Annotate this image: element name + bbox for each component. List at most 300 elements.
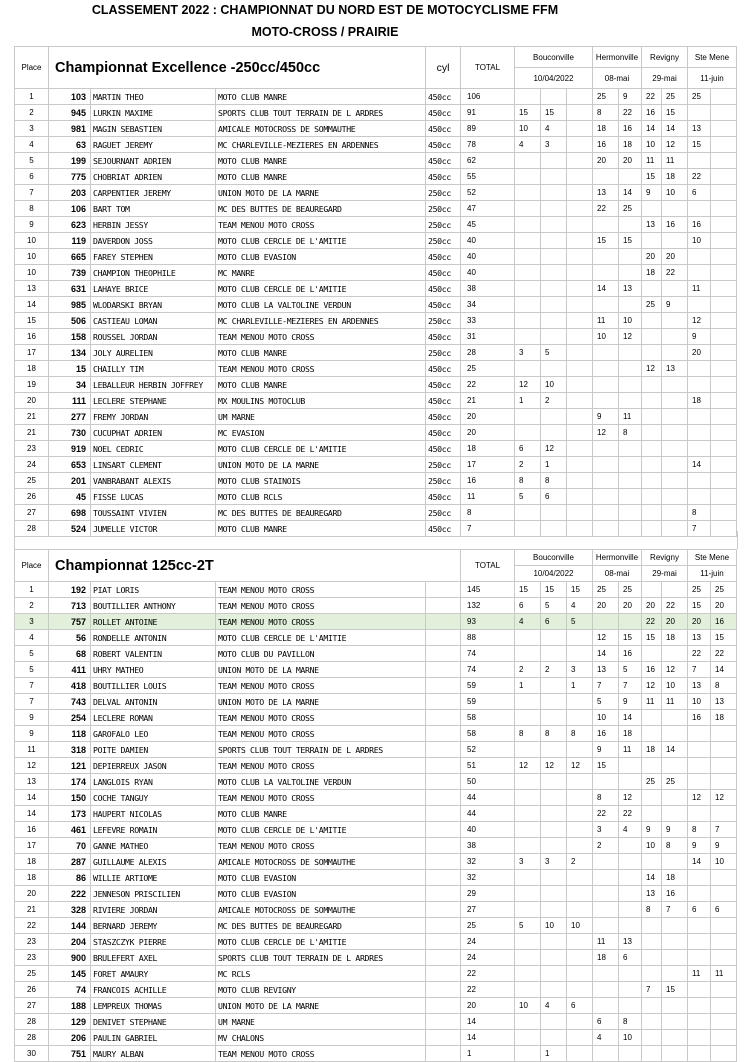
score-cell: 9 [642, 185, 662, 201]
score-cell [662, 966, 688, 982]
score-cell [541, 950, 567, 966]
score-cell [567, 790, 593, 806]
place-cell: 1 [15, 582, 49, 598]
score-cell [642, 950, 662, 966]
rider-number: 775 [49, 169, 91, 185]
rider-number: 739 [49, 265, 91, 281]
rider-name: BERNARD JEREMY [91, 918, 216, 934]
score-cell: 15 [619, 630, 642, 646]
club-name: UNION MOTO DE LA MARNE [216, 185, 426, 201]
table-row [15, 489, 737, 505]
score-cell [642, 393, 662, 409]
score-cell: 10 [593, 329, 619, 345]
score-cell: 25 [619, 201, 642, 217]
score-cell [567, 121, 593, 137]
place-cell: 9 [15, 710, 49, 726]
score-cell [593, 918, 619, 934]
rider-number: 118 [49, 726, 91, 742]
total-points: 32 [461, 870, 515, 886]
club-name: MV CHALONS [216, 1030, 426, 1046]
score-cell [541, 201, 567, 217]
rider-number: 206 [49, 1030, 91, 1046]
score-cell [688, 201, 711, 217]
score-cell: 7 [688, 521, 711, 537]
score-cell [541, 710, 567, 726]
score-cell [662, 441, 688, 457]
score-cell [642, 934, 662, 950]
cylinder-class: 450cc [426, 281, 461, 297]
score-cell [662, 646, 688, 662]
score-cell [567, 886, 593, 902]
score-cell: 12 [711, 790, 737, 806]
rider-number: 919 [49, 441, 91, 457]
score-cell [515, 742, 541, 758]
score-cell: 8 [515, 473, 541, 489]
score-cell [541, 630, 567, 646]
club-name: MC DES BUTTES DE BEAUREGARD [216, 201, 426, 217]
score-cell: 6 [567, 998, 593, 1014]
score-cell [662, 758, 688, 774]
total-points: 40 [461, 233, 515, 249]
table-row [15, 505, 737, 521]
score-cell: 12 [593, 425, 619, 441]
rider-number: 900 [49, 950, 91, 966]
rider-name: RIVIERE JORDAN [91, 902, 216, 918]
score-cell [688, 473, 711, 489]
score-cell [711, 441, 737, 457]
score-cell: 12 [662, 662, 688, 678]
table-row [15, 265, 737, 281]
place-cell: 2 [15, 105, 49, 121]
rider-number: 119 [49, 233, 91, 249]
total-points: 18 [461, 441, 515, 457]
rider-number: 945 [49, 105, 91, 121]
score-cell: 25 [642, 774, 662, 790]
score-cell: 13 [619, 281, 642, 297]
score-cell [515, 281, 541, 297]
score-cell [567, 966, 593, 982]
rider-name: RONDELLE ANTONIN [91, 630, 216, 646]
score-cell [567, 169, 593, 185]
cylinder-class [426, 918, 461, 934]
table-row [15, 966, 737, 982]
club-name: MOTO CLUB MANRE [216, 806, 426, 822]
place-cell: 27 [15, 998, 49, 1014]
score-cell [711, 121, 737, 137]
total-points: 93 [461, 614, 515, 630]
score-cell [515, 361, 541, 377]
score-cell [593, 393, 619, 409]
score-cell [662, 790, 688, 806]
score-cell [662, 1014, 688, 1030]
total-points: 78 [461, 137, 515, 153]
score-cell: 12 [619, 329, 642, 345]
rider-name: LEBALLEUR HERBIN JOFFREY [91, 377, 216, 393]
total-points: 16 [461, 473, 515, 489]
score-cell: 8 [567, 726, 593, 742]
place-cell: 19 [15, 377, 49, 393]
score-cell [662, 582, 688, 598]
cylinder-class [426, 854, 461, 870]
score-cell: 18 [593, 121, 619, 137]
score-cell [642, 966, 662, 982]
score-cell [642, 758, 662, 774]
total-points: 51 [461, 758, 515, 774]
score-cell: 13 [662, 361, 688, 377]
rider-number: 86 [49, 870, 91, 886]
score-cell [619, 457, 642, 473]
club-name: MOTO CLUB EVASION [216, 870, 426, 886]
score-cell: 10 [711, 854, 737, 870]
event-date: 10/04/2022 [515, 566, 593, 582]
score-cell [711, 982, 737, 998]
total-points: 11 [461, 489, 515, 505]
score-cell [642, 425, 662, 441]
cylinder-class: 450cc [426, 377, 461, 393]
score-cell: 9 [662, 297, 688, 313]
total-points: 52 [461, 185, 515, 201]
score-cell: 25 [662, 774, 688, 790]
table-row [15, 806, 737, 822]
score-cell: 9 [688, 329, 711, 345]
score-cell [711, 998, 737, 1014]
place-cell: 28 [15, 1014, 49, 1030]
club-name: UM MARNE [216, 409, 426, 425]
rider-name: JENNESON PRISCILIEN [91, 886, 216, 902]
rider-number: 103 [49, 89, 91, 105]
score-cell: 4 [541, 121, 567, 137]
score-cell [688, 870, 711, 886]
club-name: TEAM MENOU MOTO CROSS [216, 582, 426, 598]
score-cell [515, 630, 541, 646]
score-cell [642, 918, 662, 934]
event-date: 29-mai [642, 68, 688, 89]
place-cell: 18 [15, 870, 49, 886]
score-cell [642, 854, 662, 870]
score-cell [515, 934, 541, 950]
rider-number: 15 [49, 361, 91, 377]
rider-number: 74 [49, 982, 91, 998]
score-cell [541, 329, 567, 345]
place-cell: 16 [15, 329, 49, 345]
table-row [15, 105, 737, 121]
score-cell: 15 [662, 982, 688, 998]
rider-name: TOUSSAINT VIVIEN [91, 505, 216, 521]
total-points: 44 [461, 806, 515, 822]
place-cell: 25 [15, 966, 49, 982]
score-cell: 16 [688, 710, 711, 726]
rider-name: VANBRABANT ALEXIS [91, 473, 216, 489]
score-cell: 9 [593, 409, 619, 425]
club-name: TEAM MENOU MOTO CROSS [216, 598, 426, 614]
score-cell [593, 505, 619, 521]
score-cell [619, 998, 642, 1014]
rider-number: 461 [49, 822, 91, 838]
cylinder-class [426, 774, 461, 790]
cylinder-class: 450cc [426, 121, 461, 137]
score-cell: 6 [688, 185, 711, 201]
score-cell [515, 806, 541, 822]
score-cell [541, 870, 567, 886]
score-cell [567, 934, 593, 950]
score-cell [619, 169, 642, 185]
score-cell [619, 614, 642, 630]
rider-number: 188 [49, 998, 91, 1014]
table-row [15, 630, 737, 646]
score-cell [567, 694, 593, 710]
score-cell [541, 217, 567, 233]
score-cell [711, 89, 737, 105]
club-name: MOTO CLUB LA VALTOLINE VERDUN [216, 297, 426, 313]
score-cell [567, 409, 593, 425]
cylinder-class: 450cc [426, 105, 461, 121]
score-cell [711, 217, 737, 233]
club-name: SPORTS CLUB TOUT TERRAIN DE L ARDRES [216, 105, 426, 121]
score-cell [593, 169, 619, 185]
total-points: 40 [461, 822, 515, 838]
score-cell [662, 329, 688, 345]
rider-number: 318 [49, 742, 91, 758]
score-cell [642, 726, 662, 742]
score-cell: 10 [662, 678, 688, 694]
club-name: MC CHARLEVILLE-MEZIERES EN ARDENNES [216, 313, 426, 329]
score-cell [662, 345, 688, 361]
score-cell [541, 838, 567, 854]
cylinder-class: 450cc [426, 89, 461, 105]
score-cell: 4 [619, 822, 642, 838]
score-cell [688, 1014, 711, 1030]
score-cell: 18 [711, 710, 737, 726]
score-cell [567, 249, 593, 265]
rider-number: 192 [49, 582, 91, 598]
cylinder-class [426, 838, 461, 854]
score-cell [541, 742, 567, 758]
score-cell: 8 [541, 473, 567, 489]
score-cell: 15 [541, 582, 567, 598]
total-points: 132 [461, 598, 515, 614]
score-cell [688, 1046, 711, 1062]
score-cell [515, 790, 541, 806]
cylinder-class: 250cc [426, 233, 461, 249]
rider-name: RAGUET JEREMY [91, 137, 216, 153]
rider-number: 287 [49, 854, 91, 870]
score-cell [567, 473, 593, 489]
score-cell [567, 1046, 593, 1062]
score-cell [515, 1014, 541, 1030]
score-cell: 25 [642, 297, 662, 313]
score-cell [711, 934, 737, 950]
score-cell: 11 [593, 934, 619, 950]
place-cell: 15 [15, 313, 49, 329]
table-row [15, 457, 737, 473]
score-cell [662, 726, 688, 742]
score-cell [567, 329, 593, 345]
score-cell [541, 774, 567, 790]
rider-name: MAURY ALBAN [91, 1046, 216, 1062]
rider-number: 757 [49, 614, 91, 630]
place-cell: 12 [15, 758, 49, 774]
rider-number: 158 [49, 329, 91, 345]
score-cell [688, 425, 711, 441]
total-points: 89 [461, 121, 515, 137]
cylinder-class [426, 726, 461, 742]
total-points: 24 [461, 934, 515, 950]
score-cell [711, 281, 737, 297]
score-cell [711, 918, 737, 934]
score-cell [515, 950, 541, 966]
score-cell: 15 [593, 758, 619, 774]
table-row [15, 646, 737, 662]
rider-name: CHOBRIAT ADRIEN [91, 169, 216, 185]
score-cell: 10 [688, 233, 711, 249]
cylinder-class: 450cc [426, 441, 461, 457]
total-points: 28 [461, 345, 515, 361]
score-cell [567, 345, 593, 361]
score-cell [515, 1046, 541, 1062]
score-cell: 4 [515, 614, 541, 630]
score-cell: 20 [642, 598, 662, 614]
score-cell [567, 233, 593, 249]
score-cell [711, 169, 737, 185]
club-name: MOTO CLUB MANRE [216, 153, 426, 169]
score-cell [619, 361, 642, 377]
score-cell [593, 249, 619, 265]
club-name: MOTO CLUB DU PAVILLON [216, 646, 426, 662]
score-cell: 15 [662, 105, 688, 121]
score-cell [662, 806, 688, 822]
score-cell [619, 505, 642, 521]
rider-name: NOEL CEDRIC [91, 441, 216, 457]
rider-name: FAREY STEPHEN [91, 249, 216, 265]
score-cell [593, 982, 619, 998]
total-points: 17 [461, 457, 515, 473]
score-cell [662, 425, 688, 441]
score-cell [619, 870, 642, 886]
score-cell: 22 [642, 89, 662, 105]
score-cell [711, 265, 737, 281]
total-points: 45 [461, 217, 515, 233]
score-cell [619, 886, 642, 902]
club-name: TEAM MENOU MOTO CROSS [216, 1046, 426, 1062]
score-cell: 20 [662, 249, 688, 265]
score-cell: 9 [593, 742, 619, 758]
score-cell: 10 [642, 137, 662, 153]
club-name: MC CHARLEVILLE-MEZIERES EN ARDENNES [216, 137, 426, 153]
rider-number: 623 [49, 217, 91, 233]
score-cell: 1 [541, 1046, 567, 1062]
club-name: TEAM MENOU MOTO CROSS [216, 710, 426, 726]
club-name: TEAM MENOU MOTO CROSS [216, 790, 426, 806]
score-cell [515, 409, 541, 425]
document-subtitle: MOTO-CROSS / PRAIRIE [251, 25, 399, 39]
club-name: MC MANRE [216, 265, 426, 281]
score-cell: 9 [711, 838, 737, 854]
score-cell [711, 201, 737, 217]
score-cell: 13 [642, 217, 662, 233]
club-name: AMICALE MOTOCROSS DE SOMMAUTHE [216, 854, 426, 870]
rider-number: 204 [49, 934, 91, 950]
score-cell [662, 918, 688, 934]
score-cell: 9 [688, 838, 711, 854]
score-cell: 11 [662, 694, 688, 710]
place-cell: 20 [15, 886, 49, 902]
score-cell: 22 [642, 614, 662, 630]
table-row [15, 774, 737, 790]
score-cell [515, 265, 541, 281]
cylinder-class: 250cc [426, 457, 461, 473]
table-row [15, 822, 737, 838]
cylinder-class [426, 710, 461, 726]
score-cell [662, 377, 688, 393]
score-cell: 8 [688, 822, 711, 838]
rider-name: ROLLET ANTOINE [91, 614, 216, 630]
score-cell: 18 [642, 742, 662, 758]
table-row [15, 598, 737, 614]
rider-name: HERBIN JESSY [91, 217, 216, 233]
total-points: 25 [461, 918, 515, 934]
rider-name: BART TOM [91, 201, 216, 217]
cylinder-class [426, 966, 461, 982]
score-cell [642, 329, 662, 345]
score-cell: 8 [593, 105, 619, 121]
rider-name: GANNE MATHEO [91, 838, 216, 854]
club-name: MOTO CLUB EVASION [216, 886, 426, 902]
score-cell [541, 934, 567, 950]
score-cell [688, 806, 711, 822]
score-cell [567, 361, 593, 377]
score-cell: 5 [593, 694, 619, 710]
rider-name: ROUSSEL JORDAN [91, 329, 216, 345]
club-name: SPORTS CLUB TOUT TERRAIN DE L ARDRES [216, 950, 426, 966]
table-row [15, 614, 737, 630]
rider-name: ROBERT VALENTIN [91, 646, 216, 662]
score-cell: 5 [515, 489, 541, 505]
place-cell: 7 [15, 678, 49, 694]
score-cell: 22 [688, 646, 711, 662]
rider-name: CHAMPION THEOPHILE [91, 265, 216, 281]
rider-number: 145 [49, 966, 91, 982]
score-cell [711, 393, 737, 409]
score-cell: 2 [515, 457, 541, 473]
score-cell: 8 [619, 425, 642, 441]
score-cell [541, 169, 567, 185]
score-cell [642, 473, 662, 489]
score-cell: 6 [515, 598, 541, 614]
score-cell: 12 [688, 790, 711, 806]
total-header: TOTAL [461, 550, 515, 582]
event-name: Ste Mene [688, 47, 737, 68]
club-name: TEAM MENOU MOTO CROSS [216, 614, 426, 630]
rider-name: LINSART CLEMENT [91, 457, 216, 473]
score-cell [593, 217, 619, 233]
score-cell: 13 [688, 678, 711, 694]
score-cell [662, 393, 688, 409]
score-cell [688, 918, 711, 934]
rider-name: WLODARSKI BRYAN [91, 297, 216, 313]
score-cell [662, 457, 688, 473]
score-cell [515, 425, 541, 441]
place-cell: 14 [15, 297, 49, 313]
total-points: 106 [461, 89, 515, 105]
rider-name: CHAILLY TIM [91, 361, 216, 377]
club-name: MC RCLS [216, 966, 426, 982]
score-cell: 1 [515, 393, 541, 409]
score-cell [567, 838, 593, 854]
score-cell [515, 966, 541, 982]
total-points: 50 [461, 774, 515, 790]
score-cell [711, 409, 737, 425]
score-cell [662, 998, 688, 1014]
